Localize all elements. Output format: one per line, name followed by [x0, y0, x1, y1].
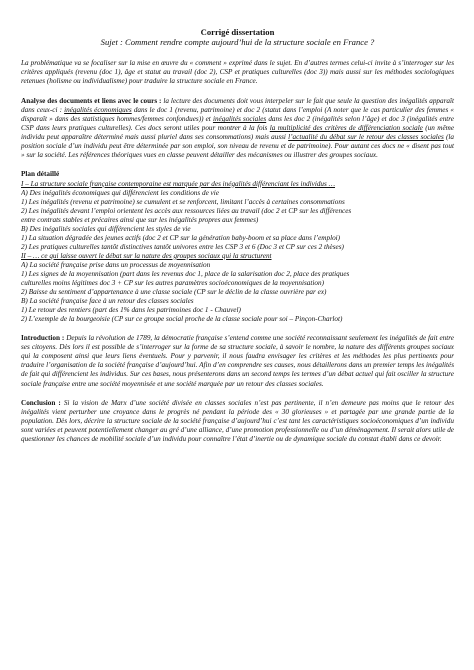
analyse-text-1: la lecture des documents doit vous interpeler sur le fait que seule la question des inégalités apparaît dans ceux-ci : — [21, 97, 454, 115]
analyse-heading: Analyse des documents et liens avec le cours : — [21, 97, 162, 106]
plan-line: A) Des inégalités économiques qui différencient les conditions de vie — [21, 188, 219, 197]
document-subject: Sujet : Comment rendre compte aujourd’hui de la structure sociale en France ? — [100, 37, 375, 47]
conclusion-text: Si la vision de Marx d’une société divisée en classes sociales n’est pas pertinente, il n’en demeure pas moins que le retour des inégalités vient perturber une croyance dans le progrès né pendant la période des « 30 glorieuses » et partagée par une grande partie de la population. Dès lors, décrire la structure sociale de la société française d’aujourd’hui c’est tant les caractéristiques socioéconomiques d’un individu sont variées et peuvent potentiellement changer au gré d’une alliance, d’une promotion professionnelle ou d’un déménagement. Il serait alors utile de questionner les chances de mobilité sociale d’un individu pour connaître l’état d’inertie ou de dynamique sociale du constat établi dans ce devoir. — [21, 398, 454, 443]
plan-line: 2) Les pratiques culturelles tantôt distinctives tantôt univores entre les CSP 3 et 6 (Doc 3 et CP sur ces 2 thèses) — [21, 242, 344, 251]
analyse-text-4: (un même individu peut apparaître déterminé mais aussi pluriel dans ses consommations) mais aussi — [21, 124, 455, 142]
plan-line: B) La société française face à un retour des classes sociales — [21, 297, 194, 306]
plan-line: I – La structure sociale française contemporaine est marquée par des inégalités différenciant les individus … — [21, 179, 336, 188]
plan-line: II – … ce qui laisse ouvert le débat sur la nature des groupes sociaux qui la structurent — [21, 251, 272, 260]
plan-line: 1) Les signes de la moyennisation (part dans les revenus doc 1, place de la salarisation doc 2, place des pratiques — [21, 269, 350, 278]
conclusion-heading: Conclusion : — [21, 398, 61, 407]
plan-heading: Plan détaillé — [21, 170, 60, 179]
conclusion-paragraph — [21, 399, 454, 444]
plan-list — [21, 180, 454, 325]
plan-line: 2) Baisse du sentiment d’appartenance à une classe sociale (CP sur le déclin de la classe ouvrière par ex) — [21, 288, 327, 297]
introduction-heading: Introduction : — [21, 334, 65, 343]
introduction-text: Depuis la révolution de 1789, la démocratie française s’entend comme une société reconnaissant seulement les inégalités de fait entre ses citoyens. Dès lors il est possible de s’interroger sur la forme de sa structure sociale, à savoir le nombre, la nature des différents groupes sociaux qui la composent ainsi que leurs liens éventuels. Pour y parvenir, il nous faudra envisager les critères et les méthodes les plus pertinents pour traduire l’organisation de la société française d’aujourd’hui. Afin d’en comprendre ses causes, nous détaillerons dans un premier temps les inégalités de fait qui différencient les individus. Sur ces bases, nous présenterons dans un second temps les termes d’un débat actuel qui fait osciller la structure sociale française entre une société moyennisée et une société marquée par un retour des classes sociales. — [21, 334, 454, 388]
document-title: Corrigé dissertation — [200, 27, 275, 37]
plan-line: B) Des inégalités sociales qui différencient les styles de vie — [21, 224, 191, 233]
plan-line: 2) Les inégalités devant l’emploi orientent les accès aux ressources liées au travail (doc 2 et CP sur les différences — [21, 206, 352, 215]
analyse-text-3: dans les doc 2 (inégalités selon l’âge) et doc 3 (inégalités entre CSP dans leurs pratiques culturelles). Ces docs seront utiles pour montrer à la fois — [21, 115, 454, 133]
plan-line: culturelles moins légitimes doc 3 + CP sur les autres paramètres socioéconomiques de la moyennisation) — [21, 279, 324, 288]
plan-line: A) La société française prise dans un processus de moyennisation — [21, 260, 211, 269]
plan-line: 1) Le retour des rentiers (part des 1% dans les patrimoines doc 1 - Chauvel) — [21, 306, 241, 315]
analyse-underline-4: l’actualité du débat sur le retour des classes sociales — [288, 133, 444, 142]
analyse-text-5: (la position sociale d’un individu peut être déterminée par son emploi, son niveau de revenu et de patrimoine). Pour autant ces docs ne « disent pas tout » sur la société. Les références théoriques vues en classe peuvent détailler des mécanismes ou illustrer des groupes sociaux. — [21, 133, 455, 160]
analyse-underline-2: inégalités sociales — [212, 115, 267, 124]
analyse-underline-3: la multiplicité des critères de différenciation sociale — [269, 124, 423, 133]
problematique-paragraph: La problématique va se focaliser sur la mise en œuvre du « comment » exprimé dans le sujet. En d’autres termes celui-ci invite à s’interroger sur les critères appliqués (revenu (doc 1), âge et statut au travail (doc 2), CSP et pratiques culturelles (doc 3)) mais aussi sur les méthodes sociologiques retenues (holisme ou individualisme) pour traduire la structure sociale en France. — [21, 59, 454, 86]
plan-line: 2) L’exemple de la bourgeoisie (CP sur ce groupe social proche de la classe sociale pour soi – Pinçon-Charlot) — [21, 315, 343, 324]
plan-line: 1) La situation dégradée des jeunes actifs (doc 2 et CP sur la génération baby-boom et sa place dans l’emploi) — [21, 233, 341, 242]
plan-line: entre contrats stables et précaires ainsi que sur les inégalités propres aux femmes) — [21, 215, 259, 224]
plan-line: 1) Les inégalités (revenu et patrimoine) se cumulent et se renforcent, limitant l’accès à certaines consommations — [21, 197, 345, 206]
analyse-underline-1: inégalités économiques — [64, 106, 132, 115]
analyse-paragraph — [21, 97, 454, 160]
introduction-paragraph — [21, 334, 454, 388]
analyse-text-2: dans le doc 1 (revenu, patrimoine) et doc 2 (statut dans l’emploi (A noter que le cas particulier des femmes « disparaît » dans des statistiques hommes/femmes confondues)) et — [21, 106, 454, 124]
